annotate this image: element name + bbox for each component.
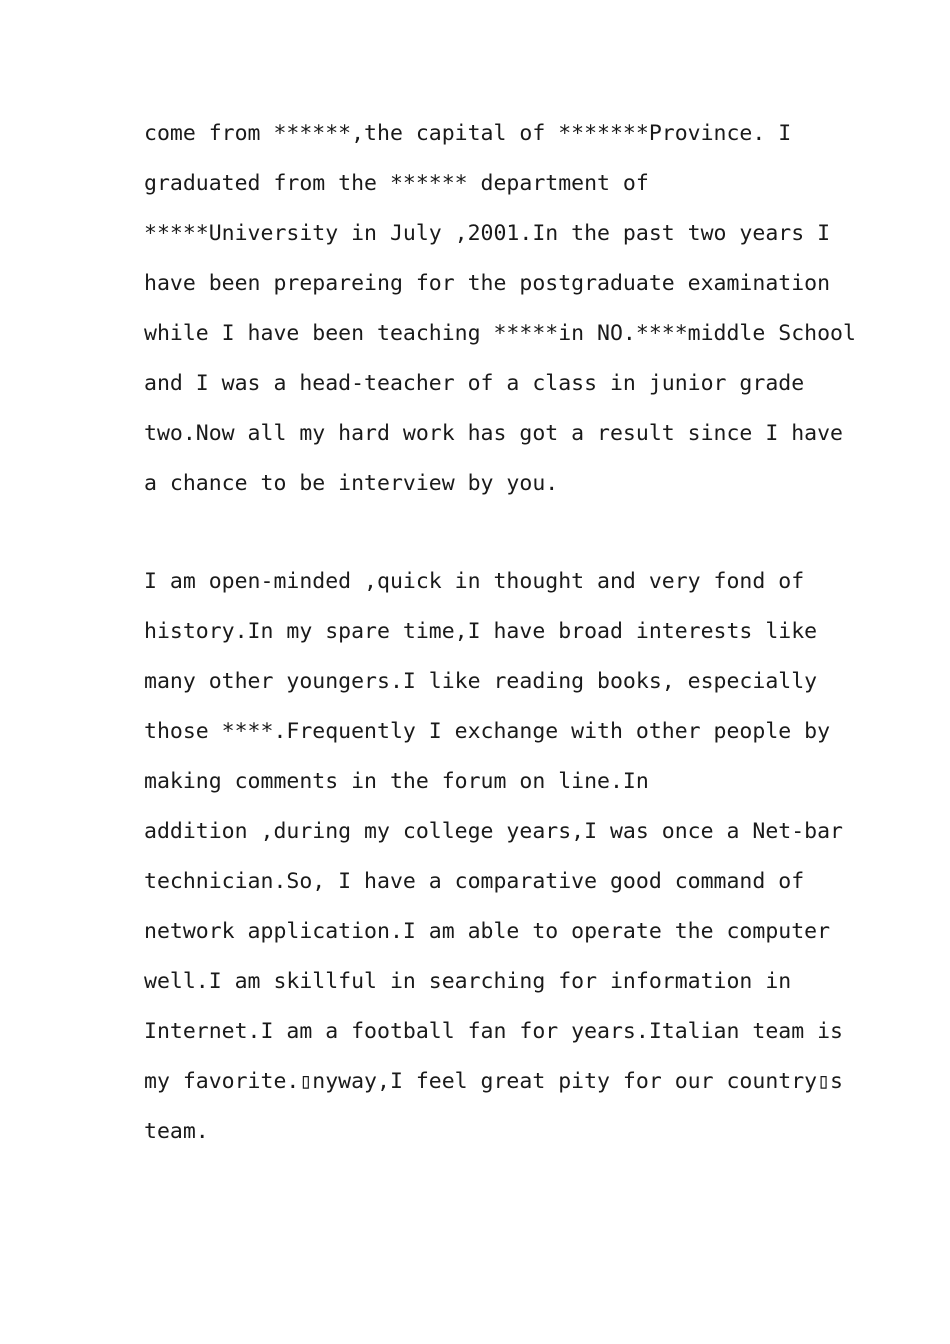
text-line: and I was a head-teacher of a class in junior grade bbox=[144, 371, 805, 396]
text-line: those ****.Frequently I exchange with other people by bbox=[144, 719, 831, 744]
text-line: many other youngers.I like reading books, especially bbox=[144, 669, 818, 694]
text-line: graduated from the ****** department of bbox=[144, 171, 649, 196]
text-line: well.I am skillful in searching for information in bbox=[144, 969, 792, 994]
text-line: technician.So, I have a comparative good command of bbox=[144, 869, 805, 894]
text-line: have been prepareing for the postgraduate examination bbox=[144, 271, 831, 296]
paragraph-personality bbox=[144, 557, 843, 1157]
text-line: Internet.I am a football fan for years.Italian team is bbox=[144, 1019, 843, 1044]
text-line: a chance to be interview by you. bbox=[144, 471, 559, 496]
text-line: while I have been teaching *****in NO.****middle School bbox=[144, 321, 856, 346]
text-line: addition ,during my college years,I was once a Net-bar bbox=[144, 819, 843, 844]
text-line: my favorite.▯nyway,I feel great pity for our country▯s bbox=[144, 1069, 843, 1094]
text-line: two.Now all my hard work has got a result since I have bbox=[144, 421, 843, 446]
text-line: network application.I am able to operate the computer bbox=[144, 919, 831, 944]
text-line: history.In my spare time,I have broad interests like bbox=[144, 619, 818, 644]
text-line: I am open-minded ,quick in thought and very fond of bbox=[144, 569, 805, 594]
text-line: team. bbox=[144, 1119, 209, 1144]
text-line: come from ******,the capital of *******Province. I bbox=[144, 121, 792, 146]
paragraph-introduction bbox=[144, 109, 856, 509]
text-line: making comments in the forum on line.In bbox=[144, 769, 649, 794]
text-line: *****University in July ,2001.In the past two years I bbox=[144, 221, 831, 246]
